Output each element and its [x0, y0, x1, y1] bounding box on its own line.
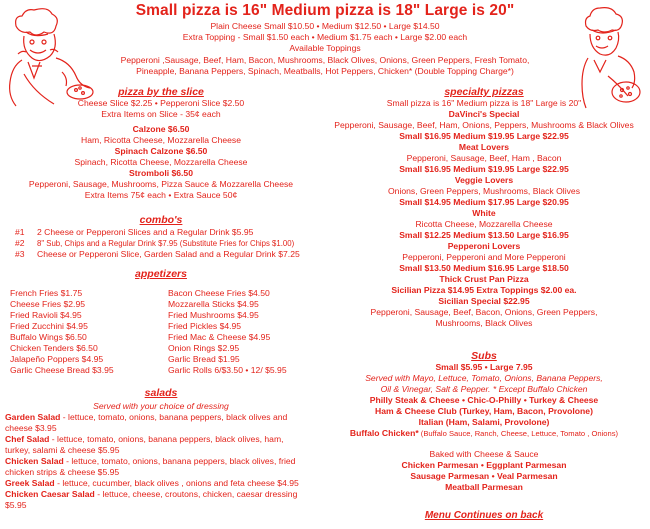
- toppings-list-1: Pepperoni ,Sausage, Beef, Ham, Bacon, Mushrooms, Black Olives, Onions, Green Peppers, Fresh Tomato,: [120, 55, 530, 65]
- toppings-list-2: Pineapple, Banana Peppers, Spinach, Meatballs, Hot Peppers, Chicken* (Double Topping Charge*): [136, 66, 514, 76]
- subs-line-3: Italian (Ham, Salami, Provolone): [418, 417, 550, 427]
- combo-text: 2 Cheese or Pepperoni Slices and a Regular Drink $5.95: [37, 227, 254, 237]
- davinci-price: Small $16.95 Medium $19.95 Large $22.95: [399, 131, 569, 141]
- salad-line: [5, 423, 327, 434]
- combo-text: Cheese or Pepperoni Slice, Garden Salad and a Regular Drink $7.25: [37, 249, 300, 259]
- specialty-sizes: Small pizza is 16" Medium pizza is 18" Large is 20": [386, 98, 582, 108]
- salad-desc: chicken strips & cheese $5.95: [5, 467, 120, 477]
- salad-name: Chef Salad: [5, 434, 50, 444]
- spinach-calzone-title: Spinach Calzone $6.50: [114, 146, 208, 156]
- list-item: Mozzarella Sticks $4.95: [168, 299, 259, 309]
- list-item: Garlic Rolls 6/$3.50 • 12/ $5.95: [168, 365, 287, 375]
- list-item: Garlic Cheese Bread $3.95: [10, 365, 114, 375]
- combo-text: 8" Sub, Chips and a Regular Drink $7.95 (Substitute Fries for Chips $1.00): [37, 239, 295, 248]
- buffalo-chicken-label: Buffalo Chicken*: [349, 428, 419, 438]
- combos-heading: combo's: [139, 214, 183, 226]
- sicilian-special: Sicilian Special $22.95: [438, 296, 530, 306]
- salads-subtitle: Served with your choice of dressing: [93, 401, 229, 411]
- available-toppings-label: Available Toppings: [289, 43, 361, 53]
- salad-desc: turkey, salami & cheese $5.95: [5, 445, 120, 455]
- list-item: Fried Mac & Cheese $4.95: [168, 332, 271, 342]
- baked-label: Baked with Cheese & Sauce: [429, 449, 539, 459]
- specialty-pizzas-section: [318, 86, 650, 329]
- subs-served-1: Served with Mayo, Lettuce, Tomato, Onions, Banana Peppers,: [365, 373, 603, 383]
- salad-desc: - lettuce, tomato, onions, banana peppers, black olives, fried: [63, 456, 296, 466]
- slice-prices: Cheese Slice $2.25 • Pepperoni Slice $2.50: [77, 98, 245, 108]
- veggie-desc: Onions, Green Peppers, Mushrooms, Black Olives: [387, 186, 580, 196]
- salad-desc: - lettuce, tomato, onions, banana peppers, black olives, ham,: [49, 434, 284, 444]
- salad-line: [5, 445, 327, 456]
- combo-number: #3: [15, 249, 25, 259]
- list-item: Onion Rings $2.95: [168, 343, 240, 353]
- list-item: Fried Mushrooms $4.95: [168, 310, 259, 320]
- appetizers-left-list: [10, 288, 160, 376]
- section-heading: Subs: [471, 350, 497, 362]
- white-desc: Ricotta Cheese, Mozzarella Cheese: [415, 219, 553, 229]
- salad-line: [5, 478, 327, 489]
- appetizers-right-list: [168, 288, 324, 376]
- sicilian-desc-1: Pepperoni, Sausage, Beef, Bacon, Onions, Green Peppers,: [370, 307, 598, 317]
- meat-desc: Pepperoni, Sausage, Beef, Ham , Bacon: [406, 153, 562, 163]
- veggie-price: Small $14.95 Medium $17.95 Large $20.95: [399, 197, 569, 207]
- list-item: Garlic Bread $1.95: [168, 354, 240, 364]
- salad-name: Garden Salad: [5, 412, 61, 422]
- extras-line: Extra Items 75¢ each • Extra Sauce 50¢: [84, 190, 238, 200]
- salad-desc: - lettuce, cucumber, black olives , onions and feta cheese $4.95: [54, 478, 299, 488]
- combo-item: [15, 227, 325, 238]
- subs-line-1: Philly Steak & Cheese • Chic-O-Philly • Turkey & Cheese: [369, 395, 599, 405]
- salad-line: [5, 434, 327, 445]
- list-item: Cheese Fries $2.95: [10, 299, 85, 309]
- salad-desc: - lettuce, tomato, onions, banana peppers, black olives and: [60, 412, 288, 422]
- extra-topping-prices: Extra Topping - Small $1.50 each • Medium $1.75 each • Large $2.00 each: [182, 32, 468, 42]
- list-item: Buffalo Wings $6.50: [10, 332, 87, 342]
- pizza-by-slice-section: [0, 86, 322, 201]
- pepperoni-title: Pepperoni Lovers: [447, 241, 521, 251]
- combo-number: #2: [15, 238, 25, 248]
- section-heading: pizza by the slice: [118, 86, 204, 98]
- section-heading: specialty pizzas: [444, 86, 524, 98]
- salad-name: Chicken Salad: [5, 456, 64, 466]
- sicilian-pizza: Sicilian Pizza $14.95 Extra Toppings $2.00 ea.: [391, 285, 577, 295]
- slice-extras: Extra Items on Slice - 35¢ each: [101, 109, 221, 119]
- menu-continues-note: Menu Continues on back: [424, 510, 544, 521]
- subs-line-4: [318, 428, 650, 439]
- list-item: Fried Zucchini $4.95: [10, 321, 88, 331]
- salads-list: [5, 412, 327, 511]
- plain-cheese-prices: Plain Cheese Small $10.50 • Medium $12.50 • Large $14.50: [210, 21, 440, 31]
- subs-section: [318, 350, 650, 493]
- list-item: Bacon Cheese Fries $4.50: [168, 288, 270, 298]
- salad-line: [5, 456, 327, 467]
- combo-item: [15, 249, 325, 260]
- veggie-title: Veggie Lovers: [454, 175, 514, 185]
- salad-name: Greek Salad: [5, 478, 55, 488]
- salad-line: [5, 467, 327, 478]
- salad-desc: $5.95: [5, 500, 27, 510]
- baked-line-2: Sausage Parmesan • Veal Parmesan: [410, 471, 558, 481]
- pepperoni-price: Small $13.50 Medium $16.95 Large $18.50: [399, 263, 569, 273]
- subs-served-2: Oil & Vinegar, Salt & Pepper. * Except Buffalo Chicken: [380, 384, 588, 394]
- subs-price: Small $5.95 • Large 7.95: [435, 362, 533, 372]
- salad-desc: cheese $3.95: [5, 423, 57, 433]
- salad-desc: - lettuce, cheese, croutons, chicken, caesar dressing: [94, 489, 298, 499]
- calzone-title: Calzone $6.50: [132, 124, 190, 134]
- list-item: Fried Ravioli $4.95: [10, 310, 82, 320]
- list-item: Fried Pickles $4.95: [168, 321, 242, 331]
- stromboli-desc: Pepperoni, Sausage, Mushrooms, Pizza Sauce & Mozzarella Cheese: [28, 179, 294, 189]
- salads-heading: salads: [144, 387, 178, 399]
- white-price: Small $12.25 Medium $13.50 Large $16.95: [399, 230, 569, 240]
- salad-line: [5, 500, 327, 511]
- list-item: French Fries $1.75: [10, 288, 83, 298]
- salad-line: [5, 489, 327, 500]
- stromboli-title: Stromboli $6.50: [129, 168, 193, 178]
- list-item: Chicken Tenders $6.50: [10, 343, 98, 353]
- salad-line: [5, 412, 327, 423]
- sicilian-desc-2: Mushrooms, Black Olives: [435, 318, 533, 328]
- appetizers-heading: appetizers: [135, 268, 187, 280]
- white-title: White: [472, 208, 496, 218]
- thick-crust-title: Thick Crust Pan Pizza: [439, 274, 529, 284]
- salad-name: Chicken Caesar Salad: [5, 489, 95, 499]
- list-item: Jalapeño Poppers $4.95: [10, 354, 104, 364]
- combo-number: #1: [15, 227, 25, 237]
- baked-line-1: Chicken Parmesan • Eggplant Parmesan: [401, 460, 567, 470]
- spinach-calzone-desc: Spinach, Ricotta Cheese, Mozzarella Cheese: [74, 157, 248, 167]
- baked-line-3: Meatball Parmesan: [445, 482, 523, 492]
- pepperoni-desc: Pepperoni, Pepperoni and More Pepperoni: [402, 252, 566, 262]
- combos-list: [15, 227, 325, 260]
- subs-line-2: Ham & Cheese Club (Turkey, Ham, Bacon, Provolone): [375, 406, 593, 416]
- calzone-desc: Ham, Ricotta Cheese, Mozzarella Cheese: [80, 135, 241, 145]
- davinci-title: DaVinci's Special: [448, 109, 520, 119]
- meat-title: Meat Lovers: [458, 142, 510, 152]
- davinci-desc: Pepperoni, Sausage, Beef, Ham, Onions, Peppers, Mushrooms & Black Olives: [334, 120, 634, 130]
- buffalo-chicken-desc: (Buffalo Sauce, Ranch, Cheese, Lettuce, Tomato , Onions): [418, 429, 619, 438]
- combo-item: [15, 238, 325, 249]
- meat-price: Small $16.95 Medium $19.95 Large $22.95: [399, 164, 569, 174]
- page-title: Small pizza is 16" Medium pizza is 18" Large is 20": [135, 2, 515, 19]
